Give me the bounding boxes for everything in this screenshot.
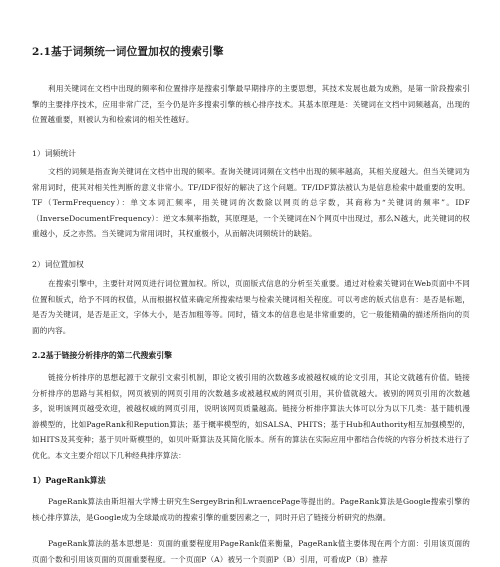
intro-paragraph: 利用关键词在文档中出现的频率和位置排序是搜索引擎最早期排序的主要思想，其技术发展也最为成熟，是第一阶段搜索引擎的主要排序技术，应用非常广泛，至今仍是许多搜索引擎的核心排序技术。其基本原理是：关键词在文档中词频越高，出现的位置越重要，则被认为和检索词的相关性越好。 bbox=[32, 84, 470, 125]
section2-title: 2.2基于链接分析排序的第二代搜索引擎 bbox=[32, 351, 172, 360]
item2-paragraph: 在搜索引擎中，主要针对网页进行词位置加权。所以，页面版式信息的分析至关重要。通过对检索关键词在Web页面中不同位置和版式，给予不同的权值，从而根据权值来确定所搜索结果与检索关键词相关程度。可以考虑的版式信息有：是否是标题，是否为关键词，是否是正文，字体大小，是否加粗等等。同时，锚文本的信息也是非常重要的，它一般能精确的描述所指向的页面的内容。 bbox=[32, 279, 470, 335]
section2-paragraph: 链接分析排序的思想起源于文献引文索引机制，即论文被引用的次数越多或被越权威的论文引用，其论文就越有价值。链接分析排序的思路与其相似，网页被别的网页引用的次数越多或被越权威的网页引用，其价值就越大。被别的网页引用的次数越多，说明该网页越受欢迎，被越权威的网页引用，说明该网页质量越高。链接分析排序算法大体可以分为以下几类：基于随机漫游模型的，比如PageRank和Repution算法；基于概率模型的，如SALSA、PHITS；基于Hub和Authority相互加强模型的，如HITS及其变种；基于贝叶斯模型的，如贝叶斯算法及其简化版本。所有的算法在实际应用中都结合传统的内容分析技术进行了优化。本文主要介绍以下几种经典排序算法： bbox=[32, 373, 470, 460]
item3-paragraph: PageRank算法由斯坦福大学博士研究生SergeyBrin和LwraencePage等提出的。PageRank算法是Google搜索引擎的核心排序算法，是Google成为全球最成功的搜索引擎的重要因素之一，同时开启了链接分析研究的热潮。 bbox=[32, 497, 470, 522]
section-title: 2.1基于词频统一词位置加权的搜索引擎 bbox=[32, 46, 224, 58]
item1-paragraph: 文档的词频是指查询关键词在文档中出现的频率。查询关键词词频在文档中出现的频率越高，其相关度越大。但当关键词为常用词时，使其对相关性判断的意义非常小。TF/IDF很好的解决了这个问题。TF/IDF算法被认为是信息检索中最重要的发明。TF（TermFrequency）：单文本词汇频率，用关键词的次数除以网页的总字数，其商称为“关键词的频率”。IDF（InverseDocumentFrequency）：逆文本频率指数，其原理是，一个关键词在N个网页中出现过，那么N越大，此关键词的权重越小，反之亦然。当关键词为常用词时，其权重极小，从而解决词频统计的缺陷。 bbox=[32, 167, 470, 239]
item3-paragraph-2: PageRank算法的基本思想是：页面的重要程度用PageRank值来衡量，PageRank值主要体现在两个方面：引用该页面的页面个数和引用该页面的页面重要程度。一个页面P（A）被另一个页面P（B）引用，可看成P（B）推荐 bbox=[32, 539, 470, 564]
item1-heading: 1）词频统计 bbox=[32, 149, 76, 158]
item3-heading: 1）PageRank算法 bbox=[32, 476, 106, 485]
item2-heading: 2）词位置加权 bbox=[32, 260, 84, 269]
